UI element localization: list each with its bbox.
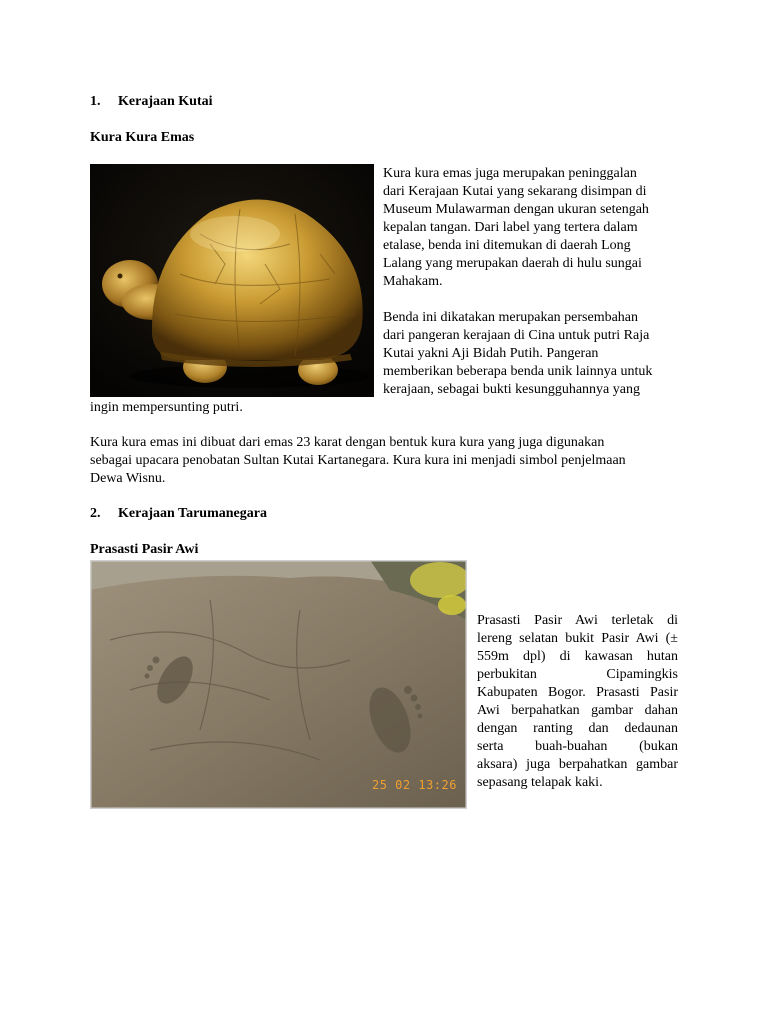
section-number: 2. <box>90 506 101 521</box>
text-line: perbukitan Cipamingkis <box>477 667 678 682</box>
text-line: etalase, benda ini ditemukan di daerah Long <box>383 238 631 253</box>
text-line: Kabupaten Bogor. Prasasti Pasir <box>477 685 678 700</box>
section-heading-tarumanegara <box>90 505 267 523</box>
subheading-prasasti-pasir-awi: Prasasti Pasir Awi <box>90 542 199 557</box>
golden-turtle-illustration <box>90 164 374 397</box>
photo-timestamp: 25 02 13:26 <box>372 778 457 792</box>
text-line: dari Kerajaan Kutai yang sekarang disimpan di <box>383 184 647 199</box>
section-title: Kerajaan Tarumanegara <box>118 506 267 521</box>
text-line: Lalang yang merupakan daerah di hulu sungai <box>383 256 642 271</box>
text-line: 559m dpl) di kawasan hutan <box>477 649 678 664</box>
paragraph-kura-kura-material <box>90 434 690 488</box>
text-line: dengan ranting dan dedaunan <box>477 721 678 736</box>
section-title: Kerajaan Kutai <box>118 94 213 109</box>
text-line: Benda ini dikatakan merupakan persembahan <box>383 310 639 325</box>
text-line: kepalan tangan. Dari label yang tertera dalam <box>383 220 638 235</box>
text-line: Dewa Wisnu. <box>90 471 166 486</box>
section-heading-kutai <box>90 93 213 111</box>
paragraph-kura-kura-intro <box>383 165 683 291</box>
text-line: lereng selatan bukit Pasir Awi (± <box>477 631 678 646</box>
text-line: serta buah-buahan (bukan <box>477 739 678 754</box>
text-line: sepasang telapak kaki. <box>477 775 603 790</box>
text-line: Mahakam. <box>383 274 443 289</box>
pasir-awi-inscription-photo <box>90 560 467 809</box>
text-line: Kura kura emas juga merupakan peninggalan <box>383 166 637 181</box>
subheading-kura-kura-emas: Kura Kura Emas <box>90 130 195 145</box>
text-line: Museum Mulawarman dengan ukuran setengah <box>383 202 649 217</box>
paragraph-pasir-awi <box>477 612 678 792</box>
paragraph-wrap-line: ingin mempersunting putri. <box>90 400 243 415</box>
text-line: kerajaan, sebagai bukti kesungguhannya yang <box>383 382 640 397</box>
text-line: memberikan beberapa benda unik lainnya untuk <box>383 364 653 379</box>
text-line: aksara) juga berpahatkan gambar <box>477 757 678 772</box>
text-line: Prasasti Pasir Awi terletak di <box>477 613 678 628</box>
text-line: Awi berpahatkan gambar dahan <box>477 703 678 718</box>
text-line: dari pangeran kerajaan di Cina untuk putri Raja <box>383 328 650 343</box>
text-line: Kutai yakni Aji Bidah Putih. Pangeran <box>383 346 599 361</box>
pasir-awi-rock-illustration <box>90 560 467 809</box>
text-line: Kura kura emas ini dibuat dari emas 23 karat dengan bentuk kura kura yang juga digunakan <box>90 435 605 450</box>
text-line: sebagai upacara penobatan Sultan Kutai Kartanegara. Kura kura ini menjadi simbol penjelmaan <box>90 453 626 468</box>
section-number: 1. <box>90 94 101 109</box>
paragraph-kura-kura-origin <box>383 309 683 399</box>
golden-turtle-photo <box>90 164 374 397</box>
